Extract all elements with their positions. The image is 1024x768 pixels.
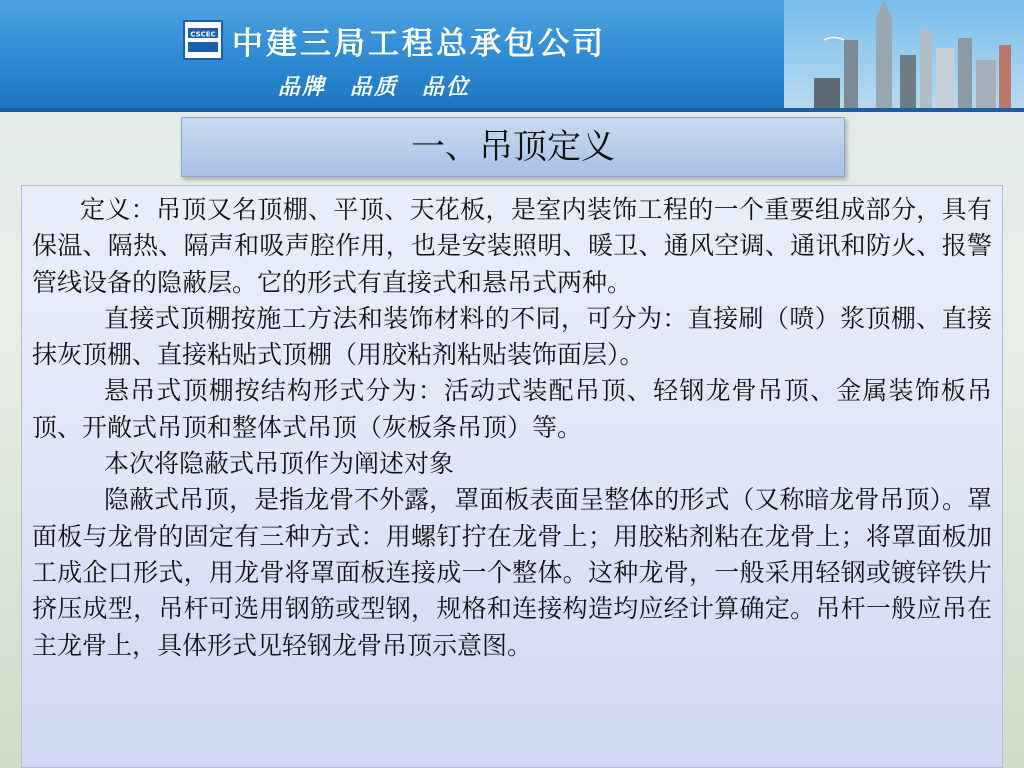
company-name: 中建三局工程总承包公司 — [232, 26, 606, 62]
header-banner — [0, 0, 1024, 112]
paragraph-definition: 定义：吊顶又名顶棚、平顶、天花板，是室内装饰工程的一个重要组成部分，具有保温、隔热、隔声和吸声腔作用，也是安装照明、暖卫、通风空调、通讯和防火、报警管线设备的隐蔽层。它的形式有直接式和悬吊式两种。 — [32, 195, 992, 297]
header-divider — [0, 108, 1024, 112]
slide-title: 一、吊顶定义 — [181, 117, 845, 177]
paragraph-suspended-ceiling: 悬吊式顶棚按结构形式分为：活动式装配吊顶、轻钢龙骨吊顶、金属装饰板吊顶、开敞式吊顶和整体式吊顶（灰板条吊顶）等。 — [32, 376, 992, 442]
paragraph-concealed-ceiling: 隐蔽式吊顶，是指龙骨不外露，罩面板表面呈整体的形式（又称暗龙骨吊顶）。罩面板与龙骨的固定有三种方式：用螺钉拧在龙骨上；用胶粘剂粘在龙骨上；将罩面板加工成企口形式，用龙骨将罩面板连接成一个整体。这种龙骨，一般采用轻钢或镀锌铁片挤压成型，吊杆可选用钢筋或型钢，规格和连接构造均应经计算确定。吊杆一般应吊在主龙骨上，具体形式见轻钢龙骨吊顶示意图。 — [32, 485, 992, 660]
company-slogan: 品牌 品质 品位 — [278, 74, 471, 100]
content-box — [21, 185, 1003, 768]
svg-text:CSCEC: CSCEC — [190, 30, 216, 39]
company-logo — [183, 20, 223, 60]
paragraph-direct-ceiling: 直接式顶棚按施工方法和装饰材料的不同，可分为：直接刷（喷）浆顶棚、直接抹灰顶棚、直接粘贴式顶棚（用胶粘剂粘贴装饰面层）。 — [32, 303, 992, 370]
logo-icon — [185, 22, 221, 58]
city-skyline-image — [784, 0, 1024, 112]
paragraph-scope: 本次将隐蔽式吊顶作为阐述对象 — [104, 449, 455, 479]
